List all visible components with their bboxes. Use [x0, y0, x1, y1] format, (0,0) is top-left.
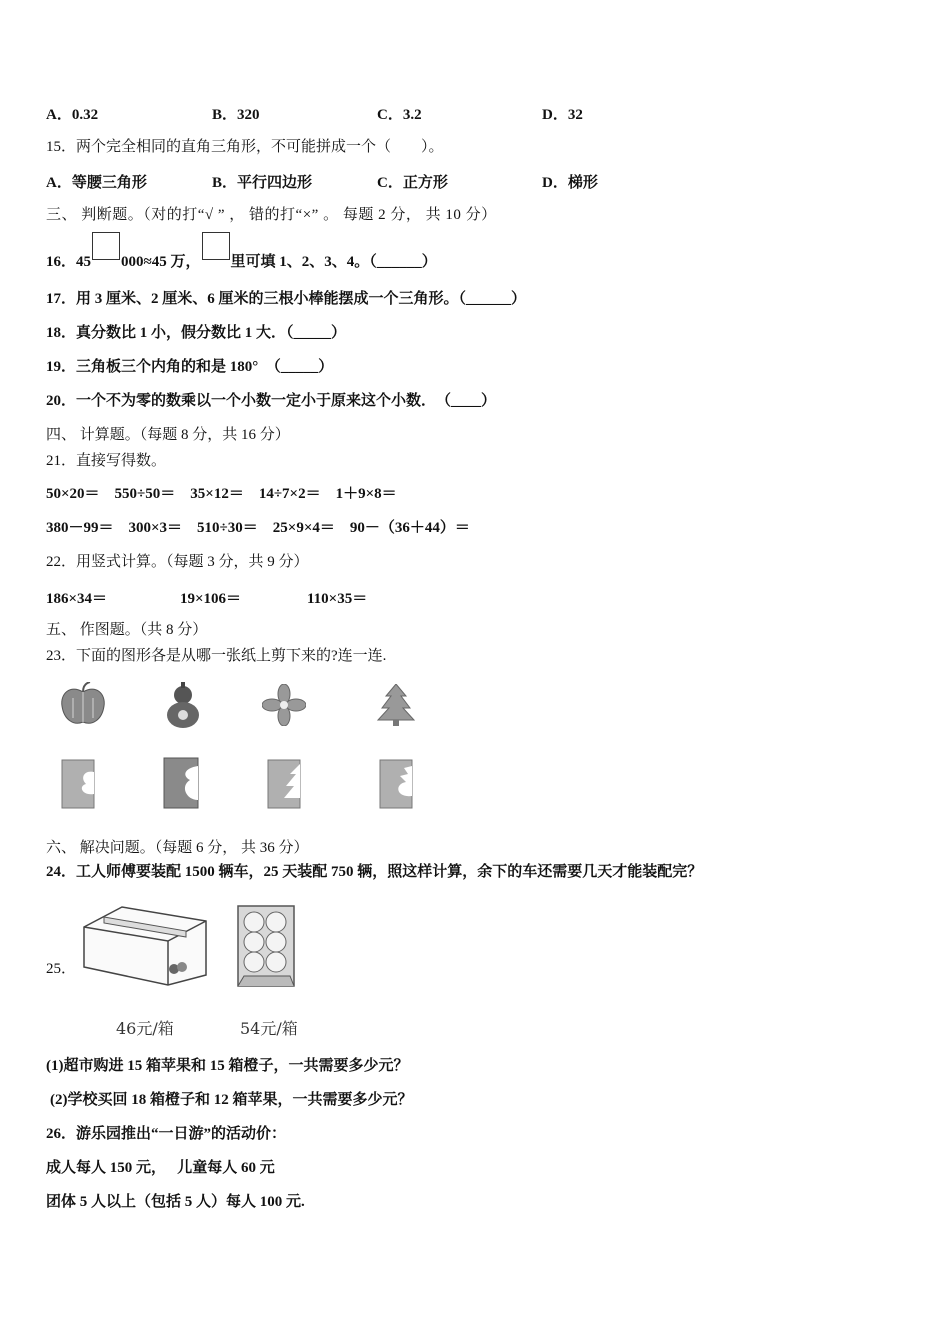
orange-price: 54元/箱 — [240, 1019, 298, 1038]
blank-box — [202, 232, 230, 260]
tree-shape-icon — [376, 684, 416, 726]
flower-shape-icon — [262, 684, 306, 726]
q14-option-d: D．32 — [542, 107, 583, 123]
paper-cut-3-icon — [266, 758, 304, 810]
section-5-heading: 五、 作图题。（共 8 分） — [46, 622, 208, 638]
blank-box — [92, 232, 120, 260]
orange-box-icon — [234, 902, 300, 990]
q17: 17．用 3 厘米、2 厘米、6 厘米的三根小棒能摆成一个三角形。（______） — [46, 291, 527, 307]
q14-option-c: C．3.2 — [377, 107, 422, 123]
q14-option-b: B．320 — [212, 107, 260, 123]
q26-line-1: 成人每人 150 元， 儿童每人 60 元 — [46, 1160, 275, 1176]
apple-price: 46元/箱 — [116, 1019, 174, 1038]
section-3-heading: 三、 判断题。（对的打“√ ” ， 错的打“×” 。 每题 2 分， 共 10 分） — [46, 207, 497, 223]
q16 — [46, 242, 437, 272]
q25-sub-1: (1)超市购进 15 箱苹果和 15 箱橙子，一共需要多少元？ — [46, 1058, 409, 1074]
q15-stem: 15．两个完全相同的直角三角形，不可能拼成一个（ ）。 — [46, 139, 444, 155]
q19: 19．三角板三个内角的和是 180° （_____） — [46, 359, 334, 375]
q26-stem: 26．游乐园推出“一日游”的活动价： — [46, 1126, 287, 1142]
q15-option-d: D．梯形 — [542, 175, 598, 191]
apple-shape-icon — [58, 682, 108, 728]
q21-stem: 21．直接写得数。 — [46, 453, 167, 469]
q15-option-a: A．等腰三角形 — [46, 175, 147, 191]
section-4-heading: 四、 计算题。（每题 8 分，共 16 分） — [46, 427, 290, 443]
q16-part1: 16．45 — [46, 254, 92, 270]
q25-label: 25． — [46, 961, 77, 977]
q22-item-1: 186×34＝ — [46, 591, 108, 607]
paper-cut-2-icon — [162, 756, 202, 810]
paper-cut-4-icon — [378, 758, 416, 810]
q22-item-3: 110×35＝ — [307, 591, 368, 607]
q15-option-b: B．平行四边形 — [212, 175, 313, 191]
gourd-shape-icon — [162, 682, 204, 730]
q25-sub-2: (2)学校买回 18 箱橙子和 12 箱苹果，一共需要多少元？ — [50, 1092, 413, 1108]
q16-part2: 000≈45 万， — [121, 254, 201, 270]
q22-stem: 22．用竖式计算。（每题 3 分，共 9 分） — [46, 554, 309, 570]
q21-row-1: 50×20＝ 550÷50＝ 35×12＝ 14÷7×2＝ 1＋9×8＝ — [46, 486, 397, 502]
q16-part3: 里可填 1、2、3、4。（______） — [230, 254, 437, 270]
q20: 20．一个不为零的数乘以一个小数一定小于原来这个小数． （____） — [46, 393, 497, 409]
apple-box-icon — [82, 905, 208, 987]
q23-stem: 23．下面的图形各是从哪一张纸上剪下来的?连一连. — [46, 648, 387, 664]
paper-cut-1-icon — [60, 758, 98, 810]
section-6-heading: 六、 解决问题。（每题 6 分， 共 36 分） — [46, 840, 309, 856]
q24: 24．工人师傅要装配 1500 辆车，25 天装配 750 辆，照这样计算，余下的车还需要几天才能装配完？ — [46, 864, 703, 880]
q26-line-2: 团体 5 人以上（包括 5 人）每人 100 元. — [46, 1194, 305, 1210]
q22-item-2: 19×106＝ — [180, 591, 242, 607]
q14-option-a: A．0.32 — [46, 107, 99, 123]
q15-option-c: C．正方形 — [377, 175, 448, 191]
q21-row-2: 380－99＝ 300×3＝ 510÷30＝ 25×9×4＝ 90－（36＋44）＝ — [46, 520, 470, 536]
q18: 18．真分数比 1 小，假分数比 1 大．（_____） — [46, 325, 347, 341]
